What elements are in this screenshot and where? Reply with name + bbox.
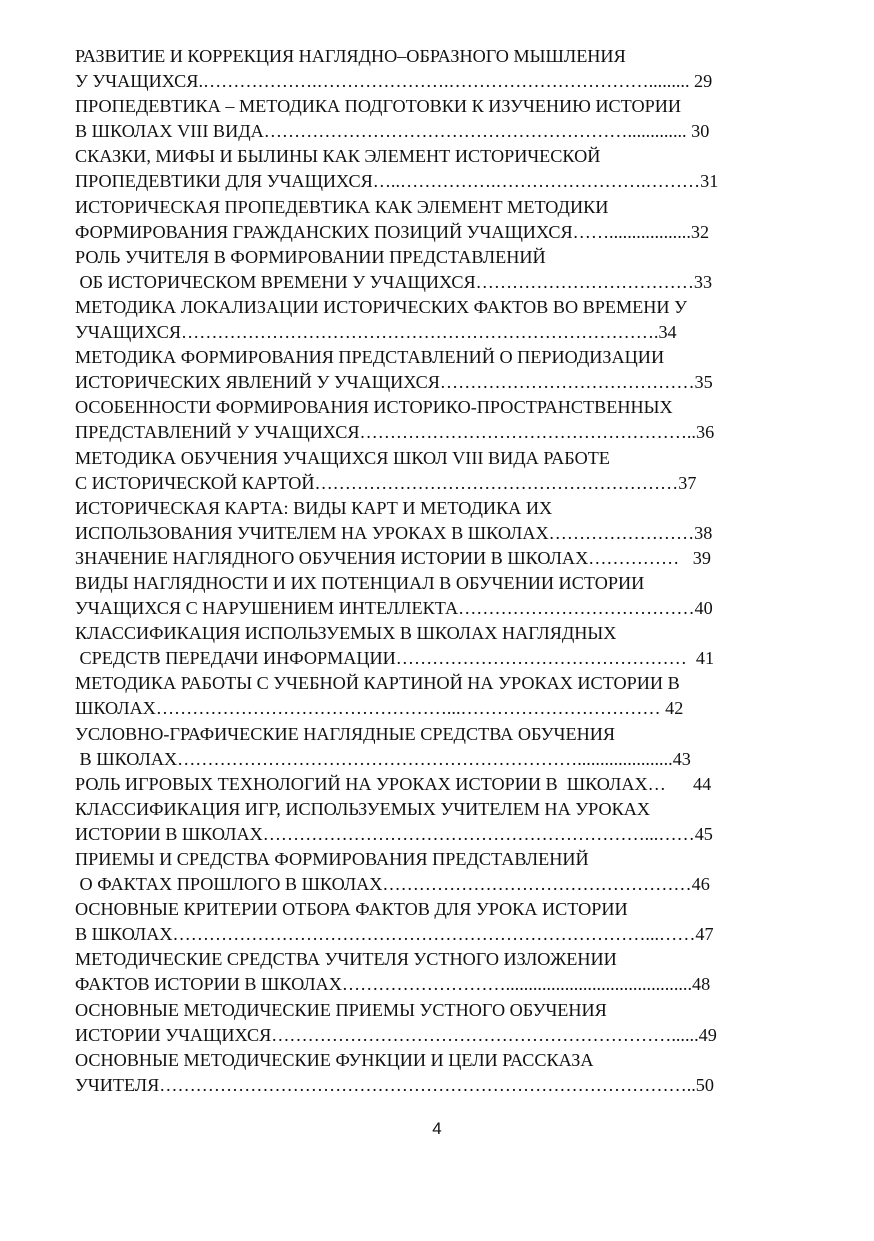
toc-entry-line: ОБ ИСТОРИЧЕСКОМ ВРЕМЕНИ У УЧАЩИХСЯ………………………………33 [75,271,713,292]
toc-entry-line: В ШКОЛАХ………………………………………………………….....................43 [75,748,691,769]
toc-entry-line: ФАКТОВ ИСТОРИИ В ШКОЛАХ……………………….........................................48 [75,974,711,995]
toc-entry-line: РОЛЬ ИГРОВЫХ ТЕХНОЛОГИЙ НА УРОКАХ ИСТОРИИ В ШКОЛАХ… 44 [75,773,712,794]
toc-entry-line: ПРИЕМЫ И СРЕДСТВА ФОРМИРОВАНИЯ ПРЕДСТАВЛЕНИЙ [75,849,589,869]
toc-entry [75,546,815,571]
toc-entry-line: В ШКОЛАХ……………………………………………………………………...……47 [75,924,714,945]
toc-entry-line: ИСПОЛЬЗОВАНИЯ УЧИТЕЛЕМ НА УРОКАХ В ШКОЛАХ……………………38 [75,522,713,543]
toc-entry-line: ИСТОРИЧЕСКИХ ЯВЛЕНИЙ У УЧАЩИХСЯ……………………………………35 [75,372,713,393]
toc-entry-line: ОСОБЕННОСТИ ФОРМИРОВАНИЯ ИСТОРИКО-ПРОСТРАНСТВЕННЫХ [75,397,673,418]
toc-entry-line: ИСТОРИЧЕСКАЯ КАРТА: ВИДЫ КАРТ И МЕТОДИКА ИХ [75,497,553,518]
toc-entry-line: ИСТОРИИ УЧАЩИХСЯ…………………………………………………………......49 [75,1024,717,1045]
toc-entry-line: В ШКОЛАХ VIII ВИДА……………………………………………………............. 30 [75,121,710,142]
toc-entry [75,44,815,94]
toc-entry-line: ПРОПЕДЕВТИКА – МЕТОДИКА ПОДГОТОВКИ К ИЗУЧЕНИЮ ИСТОРИИ [75,96,682,117]
toc-entry [75,847,815,897]
toc-entry-line: МЕТОДИКА ЛОКАЛИЗАЦИИ ИСТОРИЧЕСКИХ ФАКТОВ ВО ВРЕМЕНИ У [75,296,687,317]
toc-entry [75,722,815,772]
toc-entry [75,94,815,144]
toc-entry-line: ФОРМИРОВАНИЯ ГРАЖДАНСКИХ ПОЗИЦИЙ УЧАЩИХСЯ……..................32 [75,221,710,242]
toc-entry [75,144,815,194]
toc-entry-line: МЕТОДИКА РАБОТЫ С УЧЕБНОЙ КАРТИНОЙ НА УРОКАХ ИСТОРИИ В [75,673,680,694]
toc-entry-line: С ИСТОРИЧЕСКОЙ КАРТОЙ……………………………………………………37 [75,472,697,493]
toc-entry-line: СРЕДСТВ ПЕРЕДАЧИ ИНФОРМАЦИИ………………………………………… 41 [75,648,715,669]
toc-entry-line: ВИДЫ НАГЛЯДНОСТИ И ИХ ПОТЕНЦИАЛ В ОБУЧЕНИИ ИСТОРИИ [75,572,645,593]
toc-entry-line: МЕТОДИКА ОБУЧЕНИЯ УЧАЩИХСЯ ШКОЛ VIII ВИДА РАБОТЕ [75,447,610,468]
toc-entry-line: ПРЕДСТАВЛЕНИЙ У УЧАЩИХСЯ………………………………………………..36 [75,422,715,443]
table-of-contents [75,44,815,1098]
toc-entry-line: ЗНАЧЕНИЕ НАГЛЯДНОГО ОБУЧЕНИЯ ИСТОРИИ В ШКОЛАХ…………… 39 [75,547,711,568]
toc-entry [75,797,815,847]
toc-entry [75,195,815,245]
toc-entry-line: МЕТОДИКА ФОРМИРОВАНИЯ ПРЕДСТАВЛЕНИЙ О ПЕРИОДИЗАЦИИ [75,347,665,368]
toc-entry-line: ОСНОВНЫЕ МЕТОДИЧЕСКИЕ ФУНКЦИИ И ЦЕЛИ РАССКАЗА [75,1049,594,1070]
toc-entry-line: УЧАЩИХСЯ С НАРУШЕНИЕМ ИНТЕЛЛЕКТА…………………………………40 [75,598,713,619]
toc-entry [75,897,815,947]
toc-entry-line: УЧИТЕЛЯ……………………………………………………………………………..50 [75,1074,714,1095]
toc-entry [75,395,815,445]
toc-entry [75,496,815,546]
page-number: 4 [432,1119,442,1138]
toc-entry-line: КЛАССИФИКАЦИЯ ИГР, ИСПОЛЬЗУЕМЫХ УЧИТЕЛЕМ НА УРОКАХ [75,798,650,819]
toc-entry [75,772,815,797]
toc-entry [75,998,815,1048]
toc-entry [75,295,815,345]
toc-entry-line: УЧАЩИХСЯ…………………………………………………………………….34 [75,322,677,343]
toc-entry [75,1048,815,1098]
toc-entry [75,671,815,721]
toc-entry-line: УСЛОВНО-ГРАФИЧЕСКИЕ НАГЛЯДНЫЕ СРЕДСТВА ОБУЧЕНИЯ [75,723,616,744]
toc-entry [75,446,815,496]
toc-entry [75,621,815,671]
toc-entry-line: ИСТОРИИ В ШКОЛАХ………………………………………………………...……45 [75,823,713,844]
toc-entry-line: О ФАКТАХ ПРОШЛОГО В ШКОЛАХ……………………………………………46 [75,874,710,895]
toc-entry [75,245,815,295]
toc-entry-line: ПРОПЕДЕВТИКИ ДЛЯ УЧАЩИХСЯ…..…………….…………………….………31 [75,171,719,192]
toc-entry [75,345,815,395]
toc-entry-line: ОСНОВНЫЕ КРИТЕРИИ ОТБОРА ФАКТОВ ДЛЯ УРОКА ИСТОРИИ [75,899,628,920]
toc-entry-line: ОСНОВНЫЕ МЕТОДИЧЕСКИЕ ПРИЕМЫ УСТНОГО ОБУЧЕНИЯ [75,999,607,1020]
toc-entry-line: ИСТОРИЧЕСКАЯ ПРОПЕДЕВТИКА КАК ЭЛЕМЕНТ МЕТОДИКИ [75,196,609,217]
toc-entry-line: РОЛЬ УЧИТЕЛЯ В ФОРМИРОВАНИИ ПРЕДСТАВЛЕНИЙ [75,246,546,267]
toc-entry-line: СКАЗКИ, МИФЫ И БЫЛИНЫ КАК ЭЛЕМЕНТ ИСТОРИЧЕСКОЙ [75,146,601,167]
toc-entry [75,947,815,997]
toc-entry-line: РАЗВИТИЕ И КОРРЕКЦИЯ НАГЛЯДНО–ОБРАЗНОГО МЫШЛЕНИЯ [75,46,626,66]
toc-entry-line: КЛАССИФИКАЦИЯ ИСПОЛЬЗУЕМЫХ В ШКОЛАХ НАГЛЯДНЫХ [75,623,617,644]
toc-entry-line: МЕТОДИЧЕСКИЕ СРЕДСТВА УЧИТЕЛЯ УСТНОГО ИЗЛОЖЕНИИ [75,949,617,970]
toc-entry-line: ШКОЛАХ…………………………………………...…………………………… 42 [75,698,684,719]
toc-entry-line: У УЧАЩИХСЯ.……………….………………….……………………………......... 29 [75,71,713,92]
toc-entry [75,571,815,621]
